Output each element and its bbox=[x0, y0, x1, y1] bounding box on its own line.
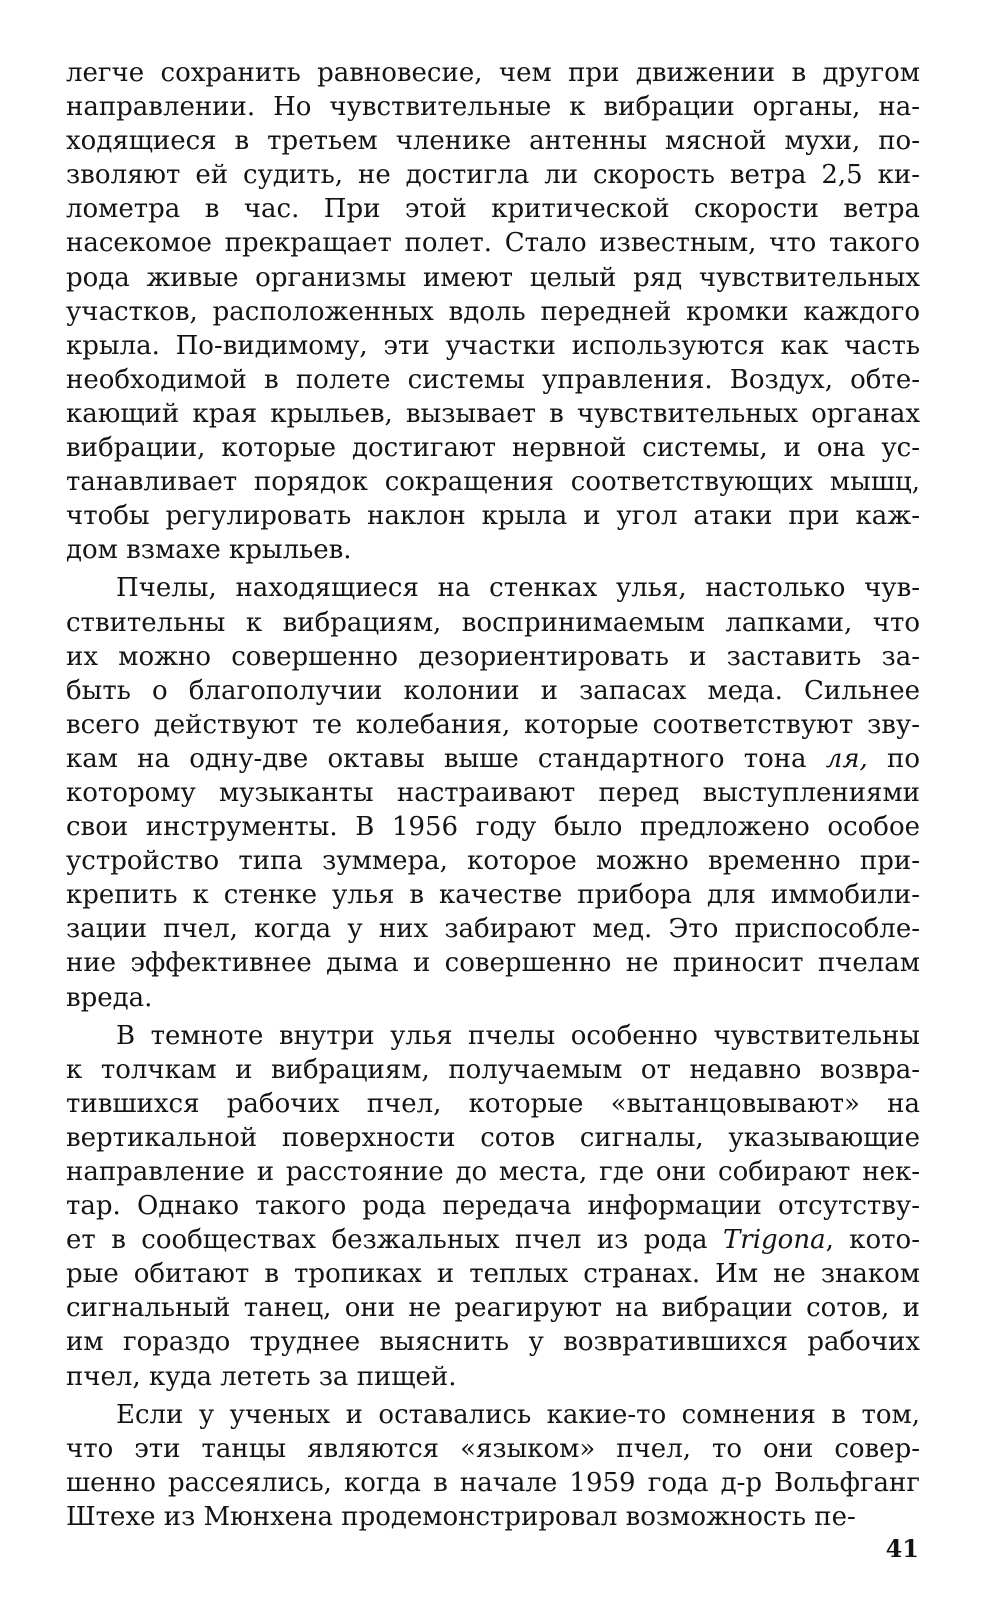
text-line: насекомое прекращает полет. Стало известным, что такого bbox=[66, 228, 920, 259]
text-line: что эти танцы являются «языком» пчел, то они совер- bbox=[66, 1433, 920, 1464]
text-line: вреда. bbox=[66, 982, 153, 1013]
text-line: им гораздо труднее выяснить у возвратившихся рабочих bbox=[66, 1327, 920, 1358]
text-run: по bbox=[867, 743, 920, 774]
text-line: ходящиеся в третьем членике антенны мясной мухи, по- bbox=[66, 126, 920, 157]
italic-term: ля, bbox=[825, 743, 868, 774]
text-line: Пчелы, находящиеся на стенках улья, настолько чув- bbox=[116, 573, 920, 604]
text-line: крепить к стенке улья в качестве прибора для иммобили- bbox=[66, 880, 920, 911]
text-line: В темноте внутри улья пчелы особенно чувствительны bbox=[116, 1020, 920, 1051]
text-line: рые обитают в тропиках и теплых странах. Им не знаком bbox=[66, 1259, 920, 1290]
text-line: вибрации, которые достигают нервной системы, и она ус- bbox=[66, 433, 920, 464]
text-line: их можно совершенно дезориентировать и заставить за- bbox=[66, 641, 920, 672]
paragraph bbox=[66, 1398, 920, 1534]
text-line: направление и расстояние до места, где они собирают нек- bbox=[66, 1157, 920, 1187]
text-line: дом взмахе крыльев. bbox=[66, 535, 352, 566]
paragraph bbox=[66, 56, 920, 567]
text-line: вертикальной поверхности сотов сигналы, указывающие bbox=[66, 1122, 920, 1153]
text-line: которому музыканты настраивают перед выступлениями bbox=[66, 777, 920, 808]
text-line: всего действуют те колебания, которые соответствуют зву- bbox=[66, 709, 920, 740]
text-line: устройство типа зуммера, которое можно временно при- bbox=[66, 846, 920, 877]
text-line: танавливает порядок сокращения соответствующих мышц, bbox=[66, 467, 920, 498]
text-line: крыла. По-видимому, эти участки используются как часть bbox=[66, 330, 920, 361]
text-line: Если у ученых и оставались какие-то сомнения в том, bbox=[116, 1399, 920, 1430]
text-line: быть о благополучии колонии и запасах меда. Сильнее bbox=[66, 675, 920, 706]
text-line: ние эффективнее дыма и совершенно не приносит пчелам bbox=[66, 948, 920, 979]
text-line: к толчкам и вибрациям, получаемым от недавно возвра- bbox=[66, 1054, 920, 1085]
text-line: чтобы регулировать наклон крыла и угол атаки при каж- bbox=[66, 501, 920, 532]
text-line: тар. Однако такого рода передача информации отсутству- bbox=[66, 1191, 920, 1222]
text-line: сигнальный танец, они не реагируют на вибрации сотов, и bbox=[66, 1293, 920, 1324]
text-line: лометра в час. При этой критической скорости ветра bbox=[66, 194, 920, 225]
italic-term: Trigona bbox=[722, 1225, 826, 1256]
text-run: ет в сообществах безжальных пчел из рода bbox=[66, 1225, 723, 1256]
text-line: направлении. Но чувствительные к вибрации органы, на- bbox=[66, 92, 920, 123]
text-line: участков, расположенных вдоль передней кромки каждого bbox=[66, 296, 920, 327]
text-line: зволяют ей судить, не достигла ли скорость ветра 2,5 ки- bbox=[66, 160, 920, 191]
text-line: легче сохранить равновесие, чем при движении в другом bbox=[66, 58, 920, 88]
text-line: необходимой в полете системы управления. Воздух, обте- bbox=[66, 364, 920, 395]
text-run: , кото- bbox=[825, 1225, 920, 1256]
text-line: тившихся рабочих пчел, которые «вытанцовывают» на bbox=[66, 1088, 920, 1119]
text-line: зации пчел, когда у них забирают мед. Это приспособле- bbox=[66, 914, 920, 945]
paragraph bbox=[66, 1019, 920, 1394]
text-line: свои инструменты. В 1956 году было предложено особое bbox=[66, 812, 920, 843]
text-line: шенно рассеялись, когда в начале 1959 года д-р Вольфганг bbox=[66, 1467, 920, 1498]
text-line: рода живые организмы имеют целый ряд чувствительных bbox=[66, 262, 920, 293]
text-line: пчел, куда лететь за пищей. bbox=[66, 1361, 457, 1392]
page-number: 41 bbox=[885, 1534, 919, 1563]
text-line: кающий края крыльев, вызывает в чувствительных органах bbox=[66, 398, 920, 429]
text-run: кам на одну-две октавы выше стандартного тона bbox=[66, 743, 826, 774]
text-line: ствительны к вибрациям, воспринимаемым лапками, что bbox=[66, 607, 920, 638]
paragraph bbox=[66, 571, 920, 1014]
book-page-text bbox=[66, 56, 920, 1534]
text-line: Штехе из Мюнхена продемонстрировал возможность пе- bbox=[66, 1501, 856, 1532]
text-line bbox=[66, 742, 920, 776]
text-line bbox=[66, 1223, 920, 1257]
